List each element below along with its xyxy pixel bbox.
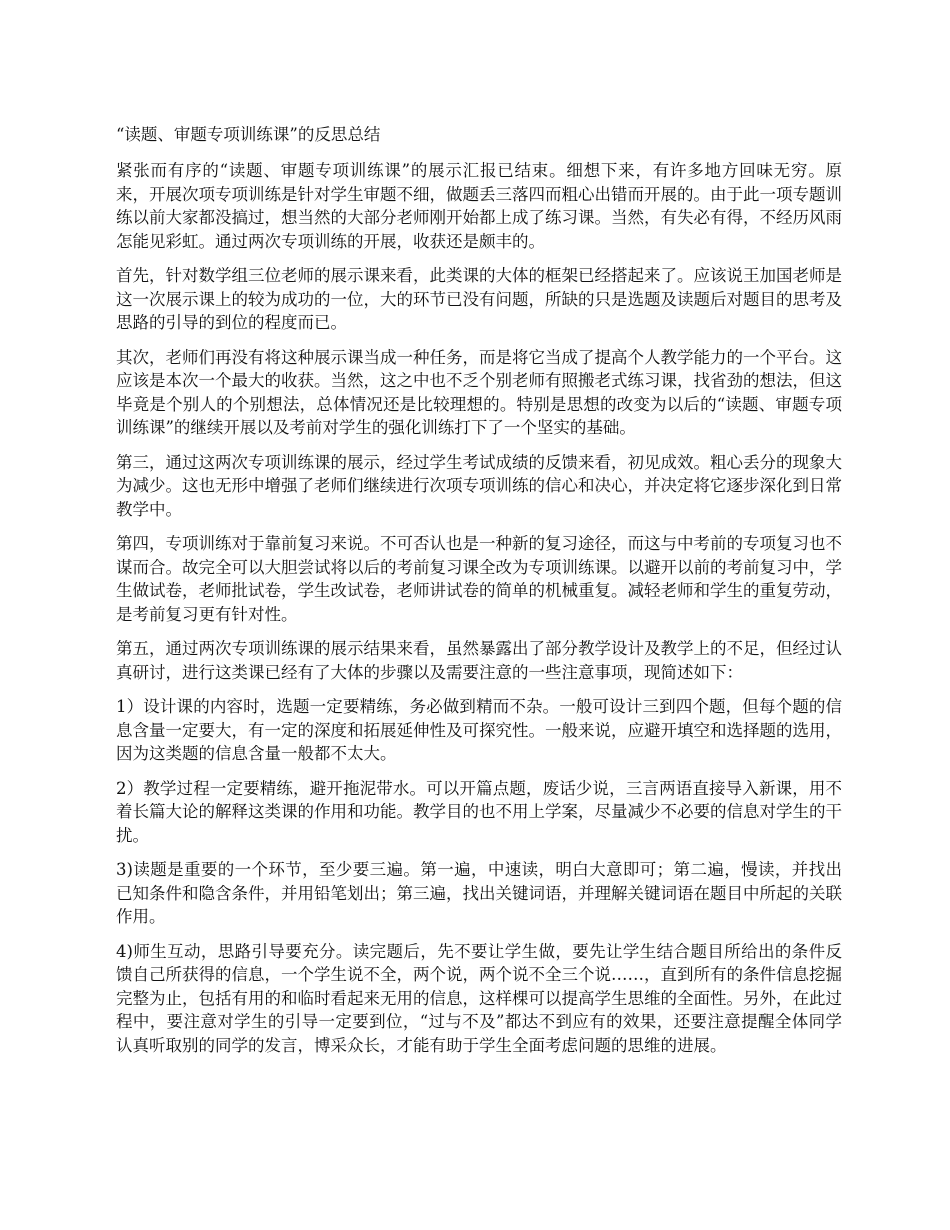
paragraph-fourth: 第四，专项训练对于靠前复习来说。不可否认也是一种新的复习途径，而这与中考前的专项复习也不谋而合。故完全可以大胆尝试将以后的考前复习课全改为专项训练课。以避开以前的考前复习中，学生做试卷，老师批试卷，学生改试卷，老师讲试卷的简单的机械重复。减轻老师和学生的重复劳动，是考前复习更有针对性。 [116, 534, 842, 624]
paragraph-intro: 紧张而有序的“读题、审题专项训练课”的展示汇报已结束。细想下来，有许多地方回味无穷。原来，开展次项专项训练是针对学生审题不细，做题丢三落四而粗心出错而开展的。由于此一项专题训练以前大家都没搞过，想当然的大部分老师刚开始都上成了练习课。当然，有失必有得，不经历风雨怎能见彩虹。通过两次专项训练的开展，收获还是颇丰的。 [116, 161, 842, 251]
paragraph-second: 其次，老师们再没有将这种展示课当成一种任务，而是将它当成了提高个人教学能力的一个平台。这应该是本次一个最大的收获。当然，这之中也不乏个别老师有照搬老式练习课，找省劲的想法，但这毕竟是个别人的个别想法，总体情况还是比较理想的。特别是思想的改变为以后的“读题、审题专项训练课”的继续开展以及考前对学生的强化训练打下了一个坚实的基础。 [116, 347, 842, 437]
paragraph-first: 首先，针对数学组三位老师的展示课来看，此类课的大体的框架已经搭起来了。应该说王加国老师是这一次展示课上的较为成功的一位，大的环节已没有问题，所缺的只是选题及读题后对题目的思考及思路的引导的到位的程度而已。 [116, 266, 842, 332]
document-title: “读题、审题专项训练课”的反思总结 [116, 125, 381, 144]
list-item-4: 4)师生互动，思路引导要充分。读完题后，先不要让学生做，要先让学生结合题目所给出的条件反馈自己所获得的信息，一个学生说不全，两个说，两个说不全三个说……，直到所有的条件信息挖掘完整为止，包括有用的和临时看起来无用的信息，这样棵可以提高学生思维的全面性。另外，在此过程中，要注意对学生的引导一定要到位，“过与不及”都达不到应有的效果，还要注意提醒全体同学认真听取别的同学的发言，博采众长，才能有助于学生全面考虑问题的思维的进展。 [116, 941, 842, 1055]
list-item-3: 3)读题是重要的一个环节，至少要三遍。第一遍，中速读，明白大意即可；第二遍，慢读，并找出已知条件和隐含条件，并用铅笔划出；第三遍，找出关键词语，并理解关键词语在题目中所起的关联作用。 [116, 860, 842, 926]
list-item-2: 2）教学过程一定要精练，避开拖泥带水。可以开篇点题，废话少说，三言两语直接导入新课，用不着长篇大论的解释这类课的作用和功能。教学目的也不用上学案，尽量减少不必要的信息对学生的干扰。 [116, 778, 842, 845]
paragraph-third: 第三，通过这两次专项训练课的展示，经过学生考试成绩的反馈来看，初见成效。粗心丢分的现象大为减少。这也无形中增强了老师们继续进行次项专项训练的信心和决心，并决定将它逐步深化到日常教学中。 [116, 452, 842, 519]
list-item-1: 1）设计课的内容时，选题一定要精练，务必做到精而不杂。一般可设计三到四个题，但每个题的信息含量一定要大，有一定的深度和拓展延伸性及可探究性。一般来说，应避开填空和选择题的选用，因为这类题的信息含量一般都不太大。 [116, 697, 842, 763]
paragraph-fifth: 第五，通过两次专项训练课的展示结果来看，虽然暴露出了部分教学设计及教学上的不足，但经过认真研讨，进行这类课已经有了大体的步骤以及需要注意的一些注意事项，现简述如下： [116, 639, 842, 682]
document-page [116, 124, 842, 1068]
